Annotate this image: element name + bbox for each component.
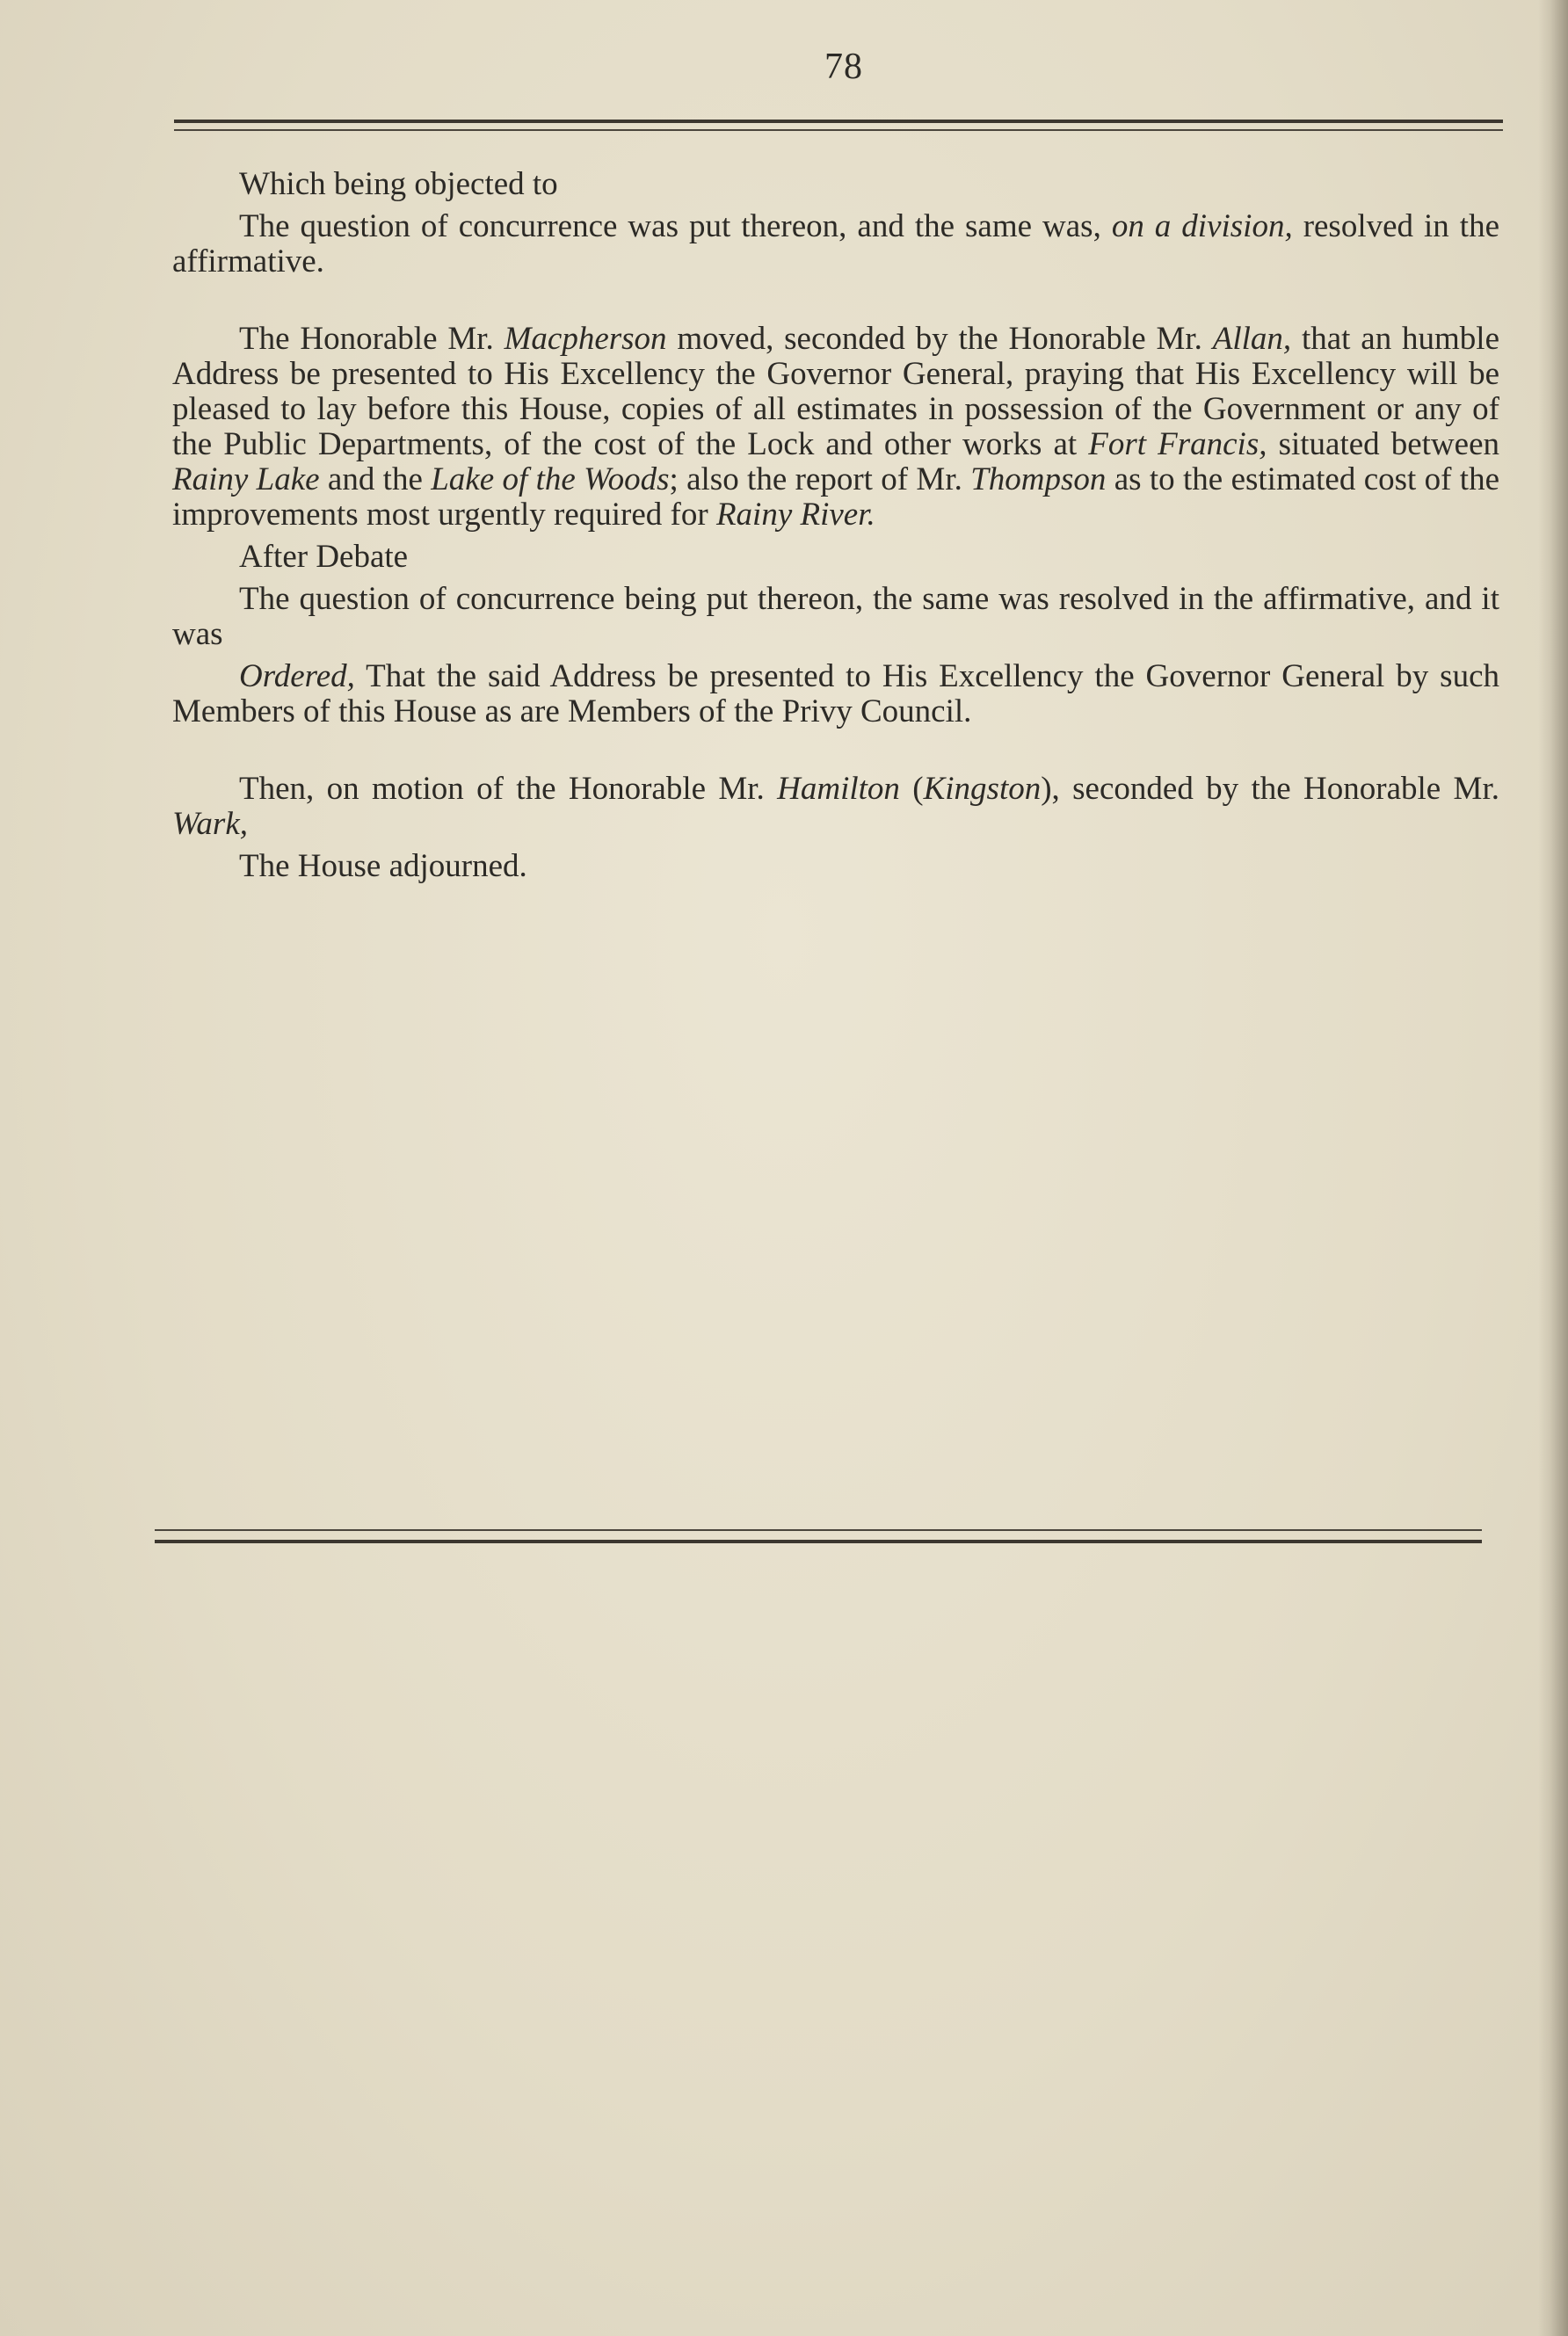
text-run: Then, on motion of the Honorable Mr.: [239, 771, 778, 807]
paragraph: [172, 322, 1499, 533]
italic-text: Macpherson: [504, 321, 667, 357]
paragraph: [172, 849, 1499, 884]
paragraph: [172, 582, 1499, 652]
section-gap: [172, 729, 1499, 772]
text-run: ; also the report of Mr.: [669, 461, 971, 497]
text-run: ), seconded by the Honorable Mr.: [1041, 771, 1499, 807]
paragraph: [172, 540, 1499, 575]
text-run: that an humble Address be presented to His Excellency the Governor General, praying that His Excellency will be pleased to lay before this House, copies of all estimates in possession of the Government or any of the Public Departments, of the cost of the Lock and other works at: [172, 321, 1500, 462]
text-run: resolved in the affirmative.: [172, 208, 1499, 279]
text-run: Which being objected to: [239, 166, 558, 202]
text-run: and the: [319, 461, 432, 497]
italic-text: Ordered,: [239, 658, 355, 694]
italic-text: Allan,: [1212, 321, 1292, 357]
italic-text: on a division,: [1111, 208, 1293, 244]
italic-text: Wark,: [172, 806, 248, 842]
paragraph: [172, 167, 1499, 202]
text-run: The question of concurrence was put thereon, and the same was,: [239, 208, 1112, 244]
book-spine-shadow: [1538, 0, 1568, 2336]
italic-text: Kingston: [923, 771, 1042, 807]
text-run: situated between: [1267, 426, 1499, 462]
text-run: The House adjourned.: [239, 848, 527, 884]
body-text: [172, 167, 1499, 884]
paragraph: [172, 772, 1499, 842]
italic-text: Lake of the Woods: [431, 461, 670, 497]
italic-text: Thompson: [970, 461, 1107, 497]
italic-text: Rainy Lake: [172, 461, 320, 497]
paragraph: [172, 209, 1499, 279]
text-run: (: [899, 771, 924, 807]
footer-rule-top: [155, 1529, 1482, 1531]
footer-rule-bottom: [155, 1540, 1482, 1543]
text-run: The question of concurrence being put thereon, the same was resolved in the affirmative, and it was: [172, 581, 1499, 652]
italic-text: Fort Francis,: [1088, 426, 1267, 462]
text-run: as to the estimated cost of the improvements most urgently required for: [172, 461, 1499, 533]
text-run: moved, seconded by the Honorable Mr.: [666, 321, 1213, 357]
text-run: After Debate: [239, 539, 409, 575]
italic-text: Hamilton: [777, 771, 900, 807]
header-rule-top: [174, 120, 1503, 123]
header-rule-bottom: [174, 129, 1503, 131]
paragraph: [172, 659, 1499, 729]
text-run: The Honorable Mr.: [239, 321, 505, 357]
page-number: 78: [824, 47, 863, 87]
text-run: That the said Address be presented to His Excellency the Governor General by such Members of this House as are Members of the Privy Council.: [172, 658, 1499, 729]
italic-text: Rainy River.: [715, 497, 875, 533]
section-gap: [172, 279, 1499, 322]
